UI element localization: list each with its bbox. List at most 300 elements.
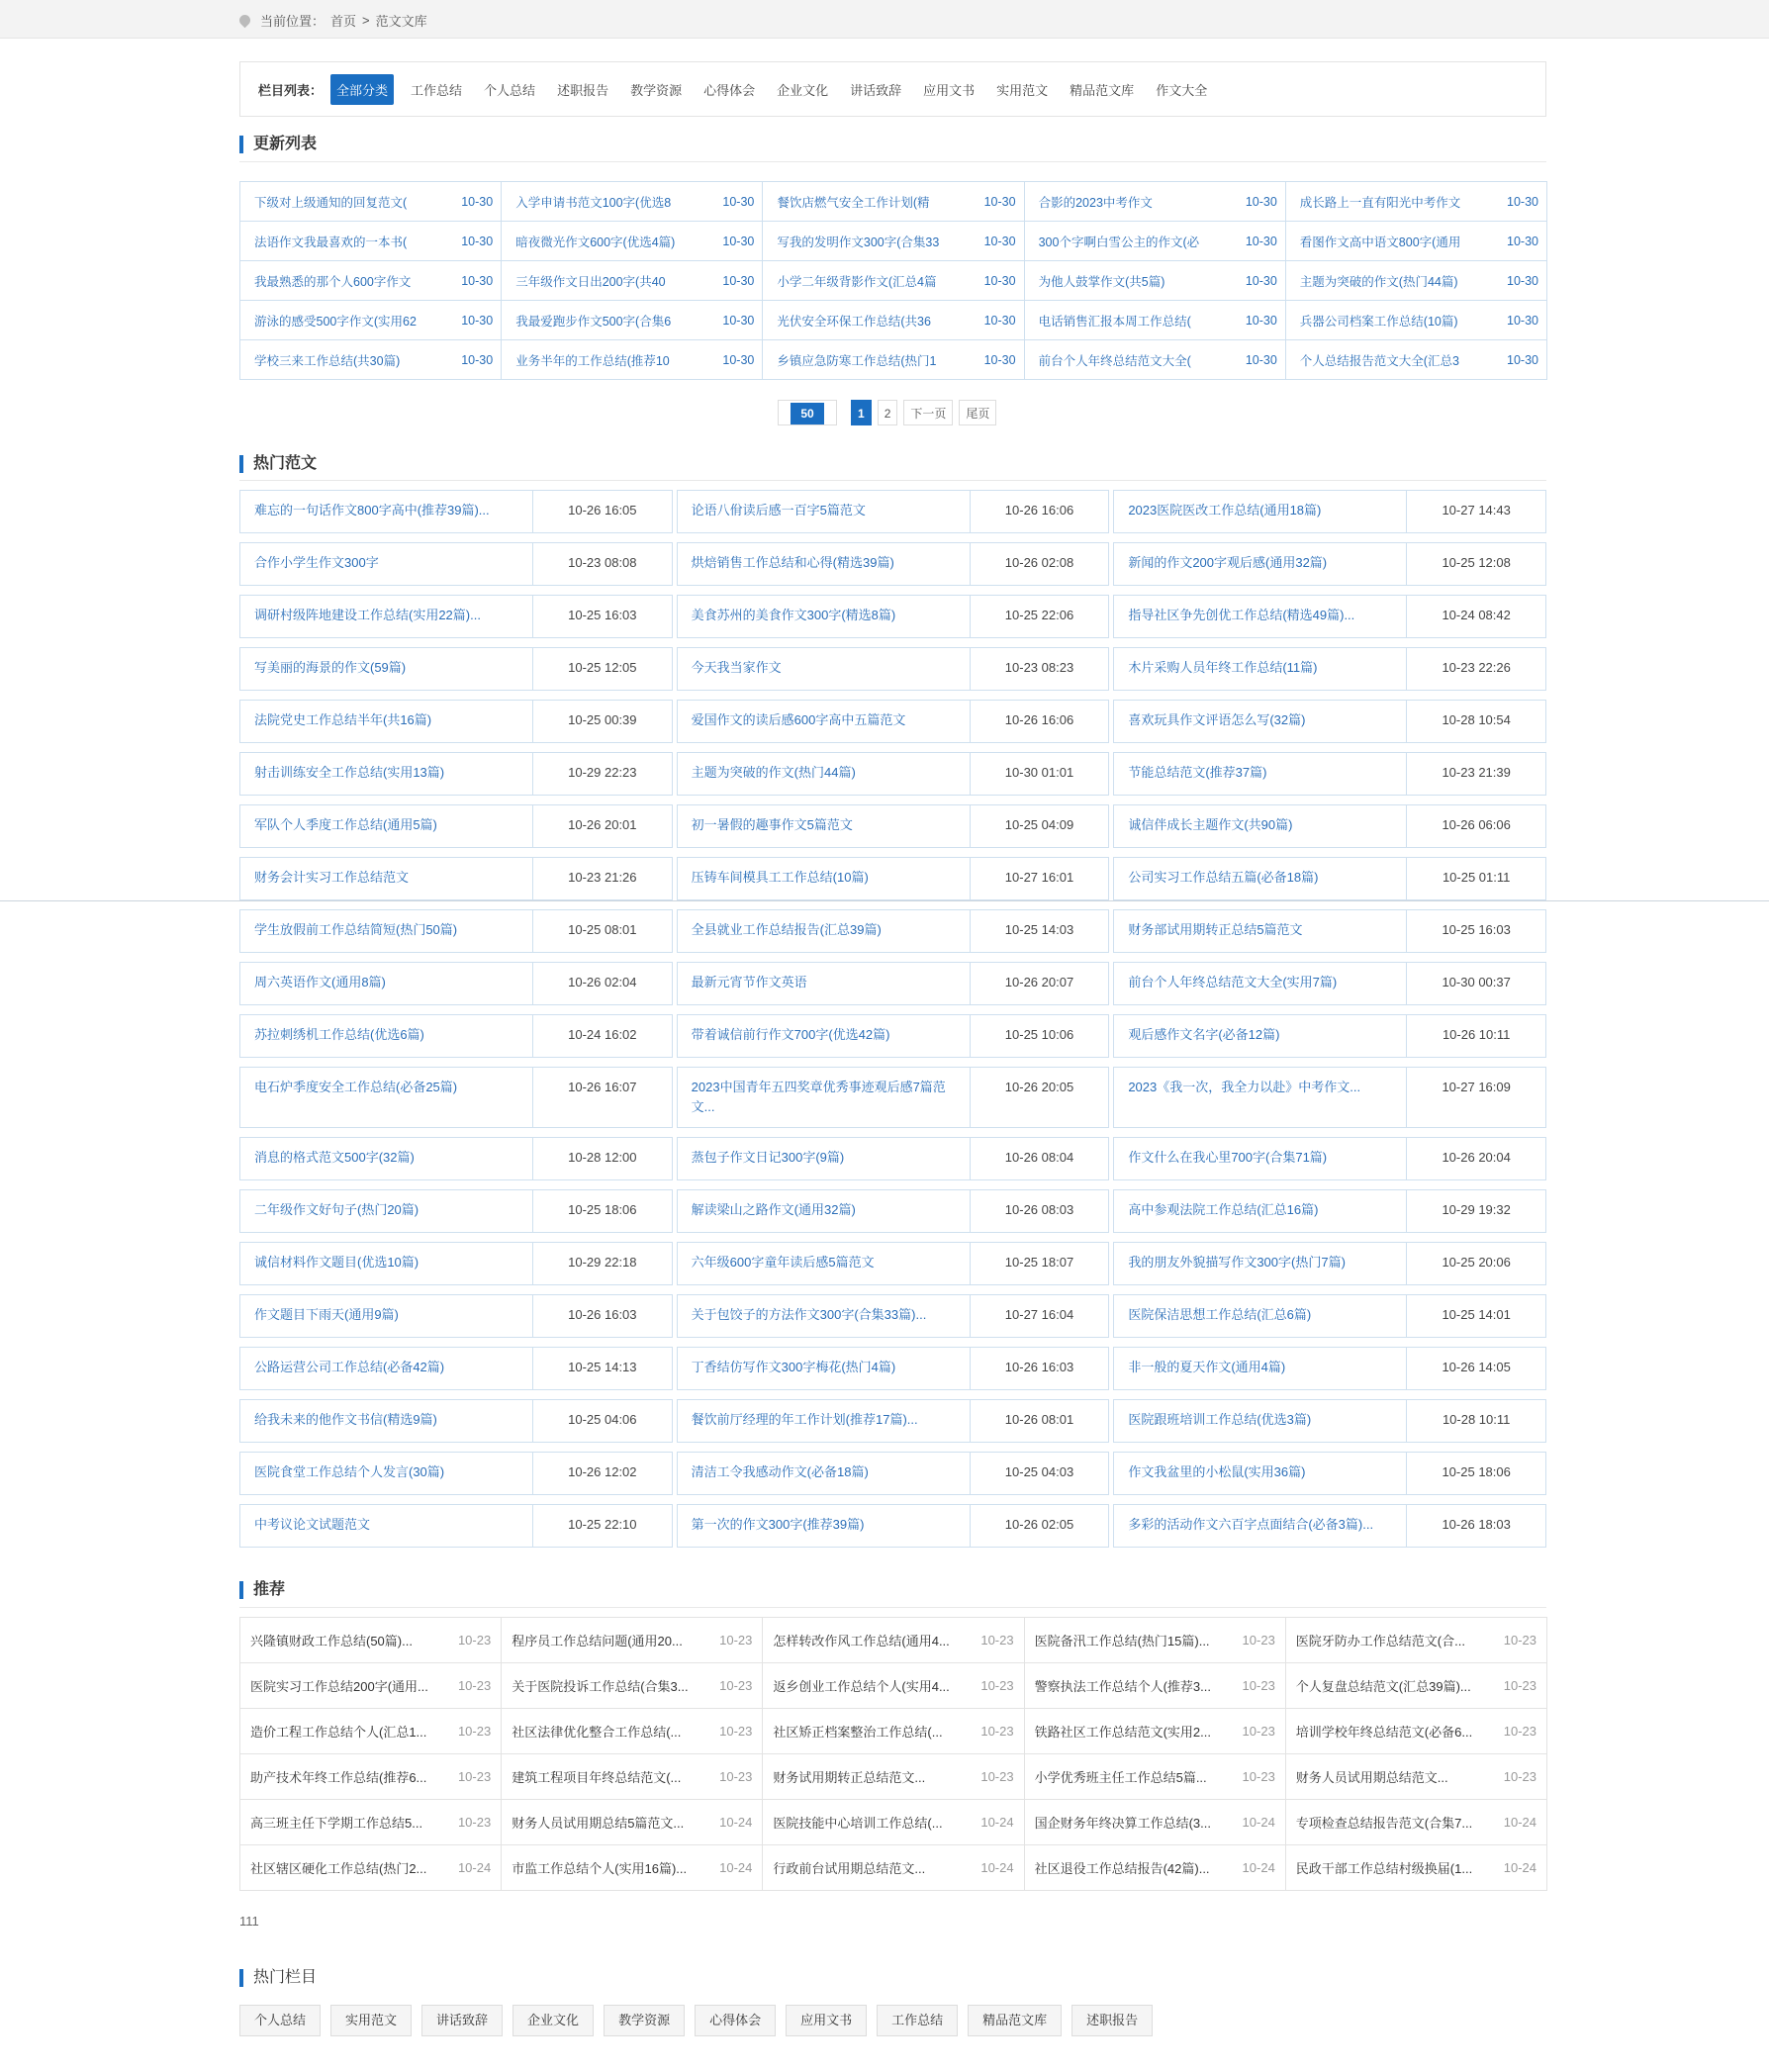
recommend-item-title-link[interactable]: 国企财务年终决算工作总结(3... <box>1034 1816 1211 1831</box>
category-tab[interactable]: 讲话致辞 <box>850 82 902 98</box>
update-item-date: 10-30 <box>983 313 1016 328</box>
recommend-item-title-link[interactable]: 行政前台试用期总结范文... <box>773 1861 926 1876</box>
recommend-item[interactable] <box>1025 1663 1286 1709</box>
hot-article-time: 10-26 02:04 <box>568 975 637 989</box>
recommend-item[interactable] <box>763 1800 1024 1845</box>
recommend-item-title-link[interactable]: 程序员工作总结问题(通用20... <box>512 1634 683 1648</box>
hot-article-title-link[interactable]: 医院保洁思想工作总结(汇总6篇) <box>1114 1295 1407 1337</box>
update-item-date: 10-30 <box>1245 352 1277 367</box>
hot-article-title-link[interactable]: 爱国作文的读后感600字高中五篇范文 <box>678 701 971 742</box>
hot-article-item <box>677 490 1110 533</box>
hot-article-title-link[interactable]: 给我未来的他作文书信(精选9篇) <box>240 1400 533 1442</box>
hot-article-item <box>677 857 1110 900</box>
hot-article-title-link[interactable]: 诚信伴成长主题作文(共90篇) <box>1114 805 1407 847</box>
update-list-item[interactable] <box>502 301 763 340</box>
hot-article-title-link[interactable]: 作文什么在我心里700字(合集71篇) <box>1114 1138 1407 1179</box>
recommend-item-title-link[interactable]: 财务人员试用期总结5篇范文... <box>512 1816 685 1831</box>
hot-article-item <box>677 595 1110 638</box>
hot-article-title-link[interactable]: 学生放假前工作总结简短(热门50篇) <box>240 910 533 952</box>
recommend-item-title-link[interactable]: 社区退役工作总结报告(42篇)... <box>1034 1861 1210 1876</box>
hot-article-item <box>239 1399 673 1443</box>
hot-article-time: 10-23 08:23 <box>1004 660 1074 675</box>
recommend-item[interactable] <box>1025 1618 1286 1663</box>
update-list-item[interactable] <box>1025 182 1286 222</box>
update-list-item[interactable] <box>763 222 1024 261</box>
hot-article-title-link[interactable]: 喜欢玩具作文评语怎么写(32篇) <box>1114 701 1407 742</box>
update-item-title-link[interactable]: 业务半年的工作总结(推荐10 <box>515 353 670 368</box>
recommend-item[interactable] <box>1286 1754 1547 1800</box>
update-item-title-link[interactable]: 乡镇应急防寒工作总结(热门1 <box>777 353 937 368</box>
hot-article-title-link[interactable]: 2023中国青年五四奖章优秀事迹观后感7篇范文... <box>678 1068 971 1127</box>
hot-column-tag[interactable]: 述职报告 <box>1071 2005 1153 2036</box>
update-item-title-link[interactable]: 为他人鼓掌作文(共5篇) <box>1038 274 1165 289</box>
update-item-title-link[interactable]: 300个字啊白雪公主的作文(必 <box>1038 235 1200 249</box>
recommend-item[interactable] <box>240 1754 502 1800</box>
hot-article-item <box>1113 542 1546 586</box>
hot-article-time: 10-26 20:05 <box>1004 1080 1074 1094</box>
hot-article-time: 10-23 08:08 <box>568 555 637 570</box>
recommend-item[interactable] <box>763 1709 1024 1754</box>
hot-article-title-link[interactable]: 多彩的活动作文六百字点面结合(必备3篇)... <box>1114 1505 1407 1547</box>
hot-article-title-link[interactable]: 六年级600字童年读后感5篇范文 <box>678 1243 971 1284</box>
update-list-item[interactable] <box>1286 222 1547 261</box>
update-item-title-link[interactable]: 餐饮店燃气安全工作计划(精 <box>777 195 930 210</box>
recommend-title: 推荐 <box>239 1581 285 1599</box>
recommend-item-title-link[interactable]: 医院备汛工作总结(热门15篇)... <box>1034 1634 1210 1648</box>
recommend-item-title-link[interactable]: 民政干部工作总结村级换届(1... <box>1295 1861 1473 1876</box>
hot-article-title-link[interactable]: 论语八佾读后感一百字5篇范文 <box>678 491 971 532</box>
recommend-item[interactable] <box>502 1709 763 1754</box>
update-list-item[interactable] <box>763 182 1024 222</box>
hot-article-time: 10-24 16:02 <box>568 1027 637 1042</box>
update-item-title-link[interactable]: 三年级作文日出200字(共40 <box>515 274 666 289</box>
hot-article-title-link[interactable]: 压铸车间模具工工作总结(10篇) <box>678 858 971 899</box>
hot-article-time: 10-26 02:08 <box>1004 555 1074 570</box>
hot-article-title-link[interactable]: 苏拉刺绣机工作总结(优选6篇) <box>240 1015 533 1057</box>
hot-article-time: 10-26 08:01 <box>1004 1412 1074 1427</box>
hot-article-item <box>239 1242 673 1285</box>
recommend-item-title-link[interactable]: 社区法律优化整合工作总结(... <box>512 1725 682 1740</box>
update-item-title-link[interactable]: 我最爱跑步作文500字(合集6 <box>515 314 672 329</box>
recommend-item[interactable] <box>1286 1709 1547 1754</box>
pagination-page-2[interactable]: 2 <box>878 400 898 425</box>
update-item-title-link[interactable]: 光伏安全环保工作总结(共36 <box>777 314 931 329</box>
hot-article-time: 10-25 01:11 <box>1442 870 1511 885</box>
hot-article-title-link[interactable]: 作文题目下雨天(通用9篇) <box>240 1295 533 1337</box>
hot-article-item <box>677 542 1110 586</box>
recommend-item-title-link[interactable]: 警察执法工作总结个人(推荐3... <box>1034 1679 1211 1694</box>
update-list-item[interactable] <box>1025 222 1286 261</box>
hot-article-time: 10-25 16:03 <box>1442 922 1511 937</box>
category-tab[interactable]: 工作总结 <box>411 82 463 98</box>
update-item-date: 10-30 <box>1245 234 1277 248</box>
hot-article-title-link[interactable]: 初一暑假的趣事作文5篇范文 <box>678 805 971 847</box>
recommend-item-title-link[interactable]: 财务试用期转正总结范文... <box>773 1770 926 1785</box>
recommend-item[interactable] <box>502 1845 763 1891</box>
hot-article-time: 10-25 04:09 <box>1004 817 1074 832</box>
update-item-date: 10-30 <box>1245 273 1277 288</box>
hot-article-title-link[interactable]: 军队个人季度工作总结(通用5篇) <box>240 805 533 847</box>
recommend-item-date: 10-23 <box>980 1678 1014 1693</box>
update-list-item[interactable] <box>1286 340 1547 380</box>
update-item-date: 10-30 <box>722 194 755 209</box>
update-item-date: 10-30 <box>722 273 755 288</box>
recommend-item-title-link[interactable]: 社区辖区硬化工作总结(热门2... <box>250 1861 427 1876</box>
hot-article-item <box>677 1504 1110 1548</box>
hot-column-tag[interactable]: 教学资源 <box>604 2005 685 2036</box>
hot-article-title-link[interactable]: 中考议论文试题范文 <box>240 1505 533 1547</box>
hot-article-title-link[interactable]: 财务部试用期转正总结5篇范文 <box>1114 910 1407 952</box>
hot-column-tag[interactable]: 企业文化 <box>512 2005 594 2036</box>
recommend-item-date: 10-23 <box>719 1678 753 1693</box>
hot-article-item <box>677 1452 1110 1495</box>
update-item-title-link[interactable]: 法语作文我最喜欢的一本书( <box>254 235 408 249</box>
hot-article-item <box>1113 1294 1546 1338</box>
hot-article-title-link[interactable]: 木片采购人员年终工作总结(11篇) <box>1114 648 1407 690</box>
recommend-item-title-link[interactable]: 兴隆镇财政工作总结(50篇)... <box>250 1634 413 1648</box>
hot-article-time: 10-30 01:01 <box>1004 765 1074 780</box>
hot-article-title-link[interactable]: 烘焙销售工作总结和心得(精选39篇) <box>678 543 971 585</box>
update-item-title-link[interactable]: 成长路上一直有阳光中考作文 <box>1299 195 1461 210</box>
hot-article-title-link[interactable]: 非一般的夏天作文(通用4篇) <box>1114 1348 1407 1389</box>
recommend-item[interactable] <box>763 1663 1024 1709</box>
recommend-item-date: 10-23 <box>1503 1769 1536 1784</box>
category-tab[interactable]: 实用范文 <box>996 82 1049 98</box>
hot-article-title-link[interactable]: 消息的格式范文500字(32篇) <box>240 1138 533 1179</box>
hot-article-item <box>677 1347 1110 1390</box>
recommend-item-title-link[interactable]: 高三班主任下学期工作总结5... <box>250 1816 423 1831</box>
hot-article-title-link[interactable]: 清洁工令我感动作文(必备18篇) <box>678 1453 971 1494</box>
hot-article-title-link[interactable]: 观后感作文名字(必备12篇) <box>1114 1015 1407 1057</box>
recommend-item-title-link[interactable]: 铁路社区工作总结范文(实用2... <box>1034 1725 1211 1740</box>
hot-article-time: 10-25 22:06 <box>1004 608 1074 622</box>
update-item-date: 10-30 <box>461 352 494 367</box>
category-tab[interactable]: 应用文书 <box>923 82 976 98</box>
hot-article-item <box>239 1189 673 1233</box>
recommend-item[interactable] <box>240 1663 502 1709</box>
hot-article-title-link[interactable]: 公路运营公司工作总结(必备42篇) <box>240 1348 533 1389</box>
hot-column-tag[interactable]: 心得体会 <box>695 2005 776 2036</box>
update-item-date: 10-30 <box>1507 273 1538 288</box>
recommend-item-date: 10-23 <box>457 1769 492 1784</box>
update-item-title-link[interactable]: 前台个人年终总结范文大全( <box>1038 353 1191 368</box>
recommend-item-date: 10-24 <box>980 1860 1014 1875</box>
recommend-item[interactable] <box>763 1845 1024 1891</box>
recommend-item-title-link[interactable]: 关于医院投诉工作总结(合集3... <box>512 1679 689 1694</box>
hot-column-tag[interactable]: 讲话致辞 <box>421 2005 503 2036</box>
hot-article-item <box>239 1347 673 1390</box>
update-list-item[interactable] <box>1025 301 1286 340</box>
hot-columns-list <box>239 2005 1153 2036</box>
category-tab[interactable]: 作文大全 <box>1156 82 1208 98</box>
recommend-item-title-link[interactable]: 小学优秀班主任工作总结5篇... <box>1034 1770 1207 1785</box>
hot-article-title-link[interactable]: 丁香结仿写作文300字梅花(热门4篇) <box>678 1348 971 1389</box>
hot-article-item <box>1113 1242 1546 1285</box>
recommend-item-date: 10-24 <box>457 1860 492 1875</box>
category-tab[interactable]: 教学资源 <box>630 82 683 98</box>
hot-article-title-link[interactable]: 难忘的一句话作文800字高中(推荐39篇)... <box>240 491 533 532</box>
hot-article-title-link[interactable]: 我的朋友外貌描写作文300字(热门7篇) <box>1114 1243 1407 1284</box>
update-item-title-link[interactable]: 小学二年级背影作文(汇总4篇 <box>777 274 937 289</box>
update-list-item[interactable] <box>240 222 502 261</box>
hot-article-title-link[interactable]: 指导社区争先创优工作总结(精选49篇)... <box>1114 596 1407 637</box>
recommend-item-title-link[interactable]: 助产技术年终工作总结(推荐6... <box>250 1770 427 1785</box>
hot-article-title-link[interactable]: 写美丽的海景的作文(59篇) <box>240 648 533 690</box>
pagination-next-button[interactable]: 下一页 <box>903 400 953 425</box>
hot-article-time: 10-25 14:01 <box>1442 1307 1511 1322</box>
hot-article-title-link[interactable]: 餐饮前厅经理的年工作计划(推荐17篇)... <box>678 1400 971 1442</box>
hot-article-title-link[interactable]: 最新元宵节作文英语 <box>678 963 971 1004</box>
hot-article-time: 10-30 00:37 <box>1442 975 1511 989</box>
recommend-item[interactable] <box>763 1754 1024 1800</box>
update-item-title-link[interactable]: 合影的2023中考作文 <box>1038 195 1153 210</box>
hot-article-title-link[interactable]: 高中参观法院工作总结(汇总16篇) <box>1114 1190 1407 1232</box>
hot-article-item <box>1113 909 1546 953</box>
category-tab[interactable]: 企业文化 <box>777 82 829 98</box>
hot-article-item <box>1113 962 1546 1005</box>
category-tab[interactable]: 全部分类 <box>330 74 394 105</box>
hot-article-title-link[interactable]: 公司实习工作总结五篇(必备18篇) <box>1114 858 1407 899</box>
hot-article-item <box>239 490 673 533</box>
hot-article-time: 10-25 22:10 <box>568 1517 637 1532</box>
recommend-item[interactable] <box>240 1800 502 1845</box>
hot-article-title-link[interactable]: 蒸包子作文日记300字(9篇) <box>678 1138 971 1179</box>
hot-article-title-link[interactable]: 调研村级阵地建设工作总结(实用22篇)... <box>240 596 533 637</box>
update-item-title-link[interactable]: 下级对上级通知的回复范文( <box>254 195 408 210</box>
update-list-item[interactable] <box>1025 261 1286 301</box>
recommend-item-date: 10-23 <box>457 1678 492 1693</box>
update-list-item[interactable] <box>502 261 763 301</box>
breadcrumb-current-link[interactable]: 范文文库 <box>375 14 427 29</box>
hot-article-item <box>1113 700 1546 743</box>
hot-article-time: 10-25 18:06 <box>568 1202 637 1217</box>
recommend-item-date: 10-24 <box>1242 1815 1275 1830</box>
recommend-item[interactable] <box>1286 1845 1547 1891</box>
category-tab[interactable]: 个人总结 <box>484 82 536 98</box>
recommend-item-title-link[interactable]: 医院技能中心培训工作总结(... <box>773 1816 943 1831</box>
update-list-item[interactable] <box>1286 301 1547 340</box>
recommend-item-title-link[interactable]: 返乡创业工作总结个人(实用4... <box>773 1679 950 1694</box>
update-item-title-link[interactable]: 兵器公司档案工作总结(10篇) <box>1299 314 1458 329</box>
hot-article-title-link[interactable]: 周六英语作文(通用8篇) <box>240 963 533 1004</box>
hot-column-tag[interactable]: 工作总结 <box>877 2005 958 2036</box>
hot-article-time: 10-27 16:04 <box>1004 1307 1074 1322</box>
hot-article-title-link[interactable]: 第一次的作文300字(推荐39篇) <box>678 1505 971 1547</box>
update-item-title-link[interactable]: 看图作文高中语文800字(通用 <box>1299 235 1461 249</box>
recommend-item-date: 10-23 <box>1242 1633 1275 1648</box>
recommend-item-title-link[interactable]: 个人复盘总结范文(汇总39篇)... <box>1295 1679 1471 1694</box>
recommend-item-title-link[interactable]: 建筑工程项目年终总结范文(... <box>512 1770 682 1785</box>
update-item-title-link[interactable]: 主题为突破的作文(热门44篇) <box>1299 274 1458 289</box>
recommend-item-title-link[interactable]: 专项检查总结报告范文(合集7... <box>1295 1816 1473 1831</box>
recommend-item-date: 10-24 <box>719 1860 753 1875</box>
hot-article-time: 10-23 22:26 <box>1442 660 1511 675</box>
recommend-item[interactable] <box>502 1618 763 1663</box>
category-tab[interactable]: 心得体会 <box>703 82 756 98</box>
hot-article-title-link[interactable]: 解读梁山之路作文(通用32篇) <box>678 1190 971 1232</box>
hot-article-item <box>1113 647 1546 691</box>
recommend-item[interactable] <box>1025 1800 1286 1845</box>
hot-article-time: 10-26 16:05 <box>568 503 637 518</box>
hot-article-title-link[interactable]: 电石炉季度安全工作总结(必备25篇) <box>240 1068 533 1127</box>
hot-article-time: 10-27 14:43 <box>1442 503 1511 518</box>
update-item-date: 10-30 <box>722 234 755 248</box>
recommend-item-date: 10-24 <box>1503 1815 1536 1830</box>
hot-article-title-link[interactable]: 节能总结范文(推荐37篇) <box>1114 753 1407 795</box>
hot-article-time: 10-26 16:03 <box>568 1307 637 1322</box>
recommend-item[interactable] <box>1286 1663 1547 1709</box>
recommend-item-date: 10-24 <box>1503 1860 1536 1875</box>
location-pin-icon <box>237 13 253 29</box>
update-item-title-link[interactable]: 入学申请书范文100字(优选8 <box>515 195 672 210</box>
recommend-item-title-link[interactable]: 财务人员试用期总结范文... <box>1295 1770 1448 1785</box>
hot-article-item <box>1113 1189 1546 1233</box>
hot-article-time: 10-26 08:04 <box>1004 1150 1074 1165</box>
hot-article-title-link[interactable]: 法院党史工作总结半年(共16篇) <box>240 701 533 742</box>
pagination-page-current[interactable]: 1 <box>851 400 872 425</box>
hot-column-tag[interactable]: 精品范文库 <box>968 2005 1062 2036</box>
hot-article-item <box>239 1294 673 1338</box>
category-tab[interactable]: 述职报告 <box>557 82 609 98</box>
hot-article-title-link[interactable]: 2023《我一次，我全力以赴》中考作文... <box>1114 1068 1407 1127</box>
recommend-item[interactable] <box>1025 1709 1286 1754</box>
recommend-item[interactable] <box>502 1800 763 1845</box>
hot-article-item <box>239 1137 673 1180</box>
hot-article-item <box>239 962 673 1005</box>
hot-article-item <box>239 542 673 586</box>
hot-article-title-link[interactable]: 新闻的作文200字观后感(通用32篇) <box>1114 543 1407 585</box>
update-list-item[interactable] <box>1025 340 1286 380</box>
update-list-item[interactable] <box>763 301 1024 340</box>
update-list-item[interactable] <box>763 340 1024 380</box>
recommend-item[interactable] <box>763 1618 1024 1663</box>
recommend-item-date: 10-24 <box>980 1815 1014 1830</box>
update-list-item[interactable] <box>502 340 763 380</box>
update-list-item[interactable] <box>1286 261 1547 301</box>
update-item-date: 10-30 <box>1507 194 1538 209</box>
hot-article-title-link[interactable]: 2023医院医改工作总结(通用18篇) <box>1114 491 1407 532</box>
hot-article-title-link[interactable]: 合作小学生作文300字 <box>240 543 533 585</box>
hot-article-item <box>677 804 1110 848</box>
update-list-item[interactable] <box>1286 182 1547 222</box>
hot-column-tag[interactable]: 个人总结 <box>239 2005 321 2036</box>
update-list-item[interactable] <box>240 301 502 340</box>
hot-column-tag[interactable]: 应用文书 <box>786 2005 867 2036</box>
hot-article-item <box>1113 1504 1546 1548</box>
update-list-item[interactable] <box>240 261 502 301</box>
recommend-item[interactable] <box>1025 1754 1286 1800</box>
hot-article-title-link[interactable]: 前台个人年终总结范文大全(实用7篇) <box>1114 963 1407 1004</box>
recommend-item-title-link[interactable]: 医院牙防办工作总结范文(合... <box>1295 1634 1465 1648</box>
update-item-title-link[interactable]: 暗夜微光作文600字(优选4篇) <box>515 235 676 249</box>
recommend-item[interactable] <box>502 1754 763 1800</box>
update-list-item[interactable] <box>502 182 763 222</box>
recommend-item[interactable] <box>240 1845 502 1891</box>
update-item-title-link[interactable]: 学校三来工作总结(共30篇) <box>254 353 401 368</box>
hot-column-tag[interactable]: 实用范文 <box>330 2005 412 2036</box>
hot-article-time: 10-25 14:03 <box>1004 922 1074 937</box>
update-item-date: 10-30 <box>722 313 755 328</box>
recommend-grid <box>239 1617 1547 1891</box>
recommend-item[interactable] <box>240 1618 502 1663</box>
update-item-date: 10-30 <box>461 273 494 288</box>
update-list-item[interactable] <box>502 222 763 261</box>
recommend-item-title-link[interactable]: 造价工程工作总结个人(汇总1... <box>250 1725 427 1740</box>
hot-article-title-link[interactable]: 财务会计实习工作总结范文 <box>240 858 533 899</box>
section-divider <box>239 1607 1546 1608</box>
recommend-item-title-link[interactable]: 医院实习工作总结200字(通用... <box>250 1679 428 1694</box>
recommend-item-date: 10-23 <box>1503 1633 1536 1648</box>
recommend-item[interactable] <box>1286 1618 1547 1663</box>
recommend-item-title-link[interactable]: 社区矫正档案整治工作总结(... <box>773 1725 943 1740</box>
update-item-title-link[interactable]: 个人总结报告范文大全(汇总3 <box>1299 353 1459 368</box>
hot-article-title-link[interactable]: 主题为突破的作文(热门44篇) <box>678 753 971 795</box>
update-item-title-link[interactable]: 写我的发明作文300字(合集33 <box>777 235 940 249</box>
recommend-item-date: 10-23 <box>980 1769 1014 1784</box>
hot-article-item <box>677 1067 1110 1128</box>
breadcrumb-separator: > <box>362 13 370 28</box>
update-list-item[interactable] <box>763 261 1024 301</box>
hot-article-title-link[interactable]: 今天我当家作文 <box>678 648 971 690</box>
recommend-item[interactable] <box>240 1709 502 1754</box>
hot-article-title-link[interactable]: 关于包饺子的方法作文300字(合集33篇)... <box>678 1295 971 1337</box>
hot-article-time: 10-25 04:06 <box>568 1412 637 1427</box>
hot-article-title-link[interactable]: 美食苏州的美食作文300字(精选8篇) <box>678 596 971 637</box>
hot-article-time: 10-24 08:42 <box>1442 608 1511 622</box>
hot-article-time: 10-25 04:03 <box>1004 1464 1074 1479</box>
pagination-last-button[interactable]: 尾页 <box>959 400 996 425</box>
hot-article-title-link[interactable]: 二年级作文好句子(热门20篇) <box>240 1190 533 1232</box>
hot-article-time: 10-26 20:07 <box>1004 975 1074 989</box>
hot-article-item <box>677 1189 1110 1233</box>
hot-article-time: 10-27 16:01 <box>1004 870 1074 885</box>
recommend-item[interactable] <box>1286 1800 1547 1845</box>
hot-article-title-link[interactable]: 射击训练安全工作总结(实用13篇) <box>240 753 533 795</box>
recommend-item-title-link[interactable]: 市监工作总结个人(实用16篇)... <box>512 1861 688 1876</box>
hot-article-title-link[interactable]: 医院跟班培训工作总结(优选3篇) <box>1114 1400 1407 1442</box>
hot-article-item <box>677 1014 1110 1058</box>
recommend-item-title-link[interactable]: 培训学校年终总结范文(必备6... <box>1295 1725 1473 1740</box>
pagination-total-value: 50 <box>791 403 823 424</box>
hot-article-title-link[interactable]: 带着诚信前行作文700字(优选42篇) <box>678 1015 971 1057</box>
hot-article-title-link[interactable]: 医院食堂工作总结个人发言(30篇) <box>240 1453 533 1494</box>
update-item-title-link[interactable]: 游泳的感受500字作文(实用62 <box>254 314 417 329</box>
breadcrumb-home-link[interactable]: 首页 <box>330 14 357 29</box>
category-tab[interactable]: 精品范文库 <box>1070 82 1135 98</box>
recommend-item[interactable] <box>1025 1845 1286 1891</box>
hot-article-title-link[interactable]: 作文我盆里的小松鼠(实用36篇) <box>1114 1453 1407 1494</box>
hot-article-time: 10-26 16:07 <box>568 1080 637 1094</box>
hot-article-title-link[interactable]: 全县就业工作总结报告(汇总39篇) <box>678 910 971 952</box>
hot-article-time: 10-25 08:01 <box>568 922 637 937</box>
hot-article-time: 10-26 20:01 <box>568 817 637 832</box>
hot-article-time: 10-25 18:06 <box>1442 1464 1511 1479</box>
update-list-item[interactable] <box>240 340 502 380</box>
recommend-item[interactable] <box>502 1663 763 1709</box>
update-item-date: 10-30 <box>461 313 494 328</box>
update-item-title-link[interactable]: 电话销售汇报本周工作总结( <box>1038 314 1191 329</box>
hot-article-item <box>239 804 673 848</box>
update-item-title-link[interactable]: 我最熟悉的那个人600字作文 <box>254 274 412 289</box>
hot-article-item <box>677 1399 1110 1443</box>
hot-article-time: 10-26 12:02 <box>568 1464 637 1479</box>
hot-article-time: 10-29 22:18 <box>568 1255 637 1270</box>
update-list-item[interactable] <box>240 182 502 222</box>
recommend-item-title-link[interactable]: 怎样转改作风工作总结(通用4... <box>773 1634 950 1648</box>
recommend-item-date: 10-23 <box>1242 1769 1275 1784</box>
hot-article-title-link[interactable]: 诚信材料作文题目(优选10篇) <box>240 1243 533 1284</box>
hot-articles-grid <box>239 490 1546 1548</box>
